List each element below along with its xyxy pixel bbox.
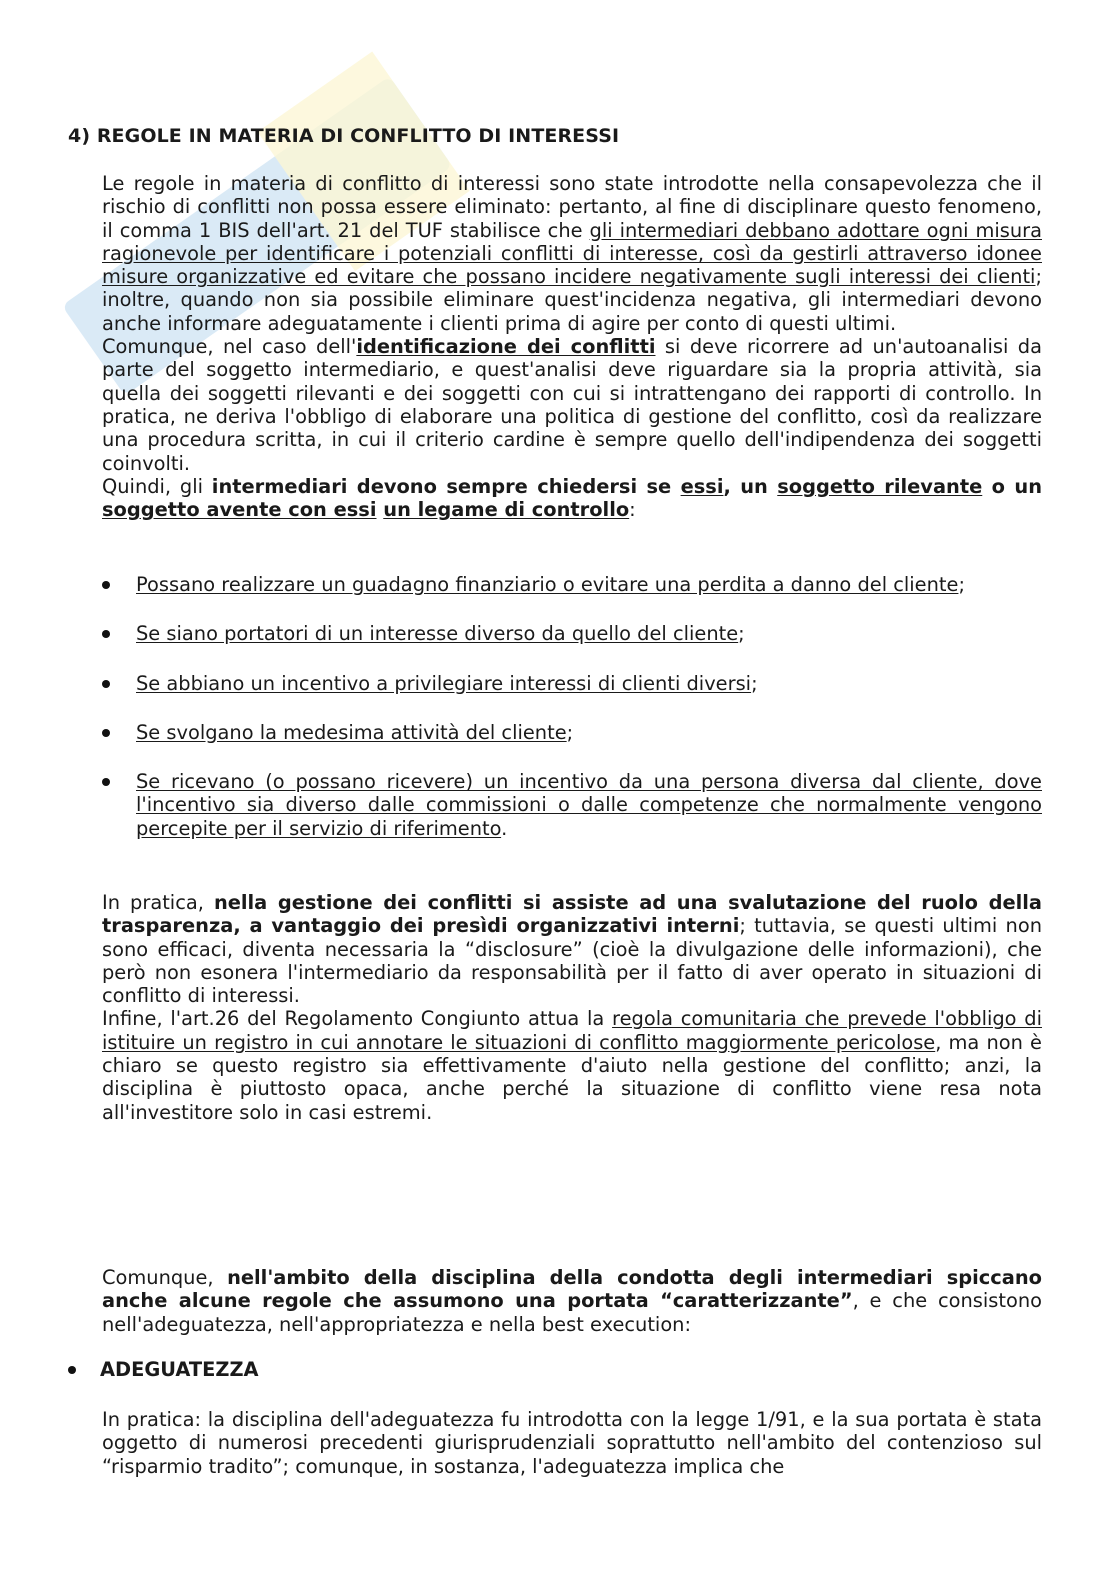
list-item: Se svolgano la medesima attività del cliente; — [102, 721, 1042, 744]
conflict-criteria-list — [102, 573, 1042, 866]
text-block-4 — [102, 1408, 1042, 1478]
list-item: Se ricevano (o possano ricevere) un incentivo da una persona diversa dal cliente, dove l'incentivo sia diverso dalle commissioni o dalle competenze che normalmente vengono percepite per il servizio di riferimento. — [102, 770, 1042, 840]
paragraph-identificazione: Comunque, nel caso dell'identificazione dei conflitti si deve ricorrere ad un'autoanalisi da parte del soggetto intermediario, e quest'analisi deve riguardare sia la propria attività, sia quella dei soggetti rilevanti e dei soggetti con cui si intrattengano dei rapporti di controllo. In pratica, ne deriva l'obbligo di elaborare una politica di gestione del conflitto, così da realizzare una procedura scritta, in cui il criterio cardine è sempre quello dell'indipendenza dei soggetti coinvolti. — [102, 335, 1042, 475]
list-item: Se siano portatori di un interesse diverso da quello del cliente; — [102, 622, 1042, 645]
paragraph-intro: Le regole in materia di conflitto di interessi sono state introdotte nella consapevolezza che il rischio di conflitti non possa essere eliminato: pertanto, al fine di disciplinare questo fenomeno, il comma 1 BIS dell'art. 21 del TUF stabilisce che gli intermediari debbano adottare ogni misura ragionevole per identificare i potenziali conflitti di interesse, così da gestirli attraverso idonee misure organizzative ed evitare che possano incidere negativamente sugli interessi dei clienti; inoltre, quando non sia possibile eliminare quest'incidenza negativa, gli intermediari devono anche informare adeguatamente i clienti prima di agire per conto di questi ultimi. — [102, 172, 1042, 335]
text-block-2 — [102, 891, 1042, 1124]
paragraph-adeguatezza: In pratica: la disciplina dell'adeguatezza fu introdotta con la legge 1/91, e la sua portata è stata oggetto di numerosi precedenti giurisprudenziali soprattutto nell'ambito del contenzioso sul “risparmio tradito”; comunque, in sostanza, l'adeguatezza implica che — [102, 1408, 1042, 1478]
paragraph-regole-caratterizzanti: Comunque, nell'ambito della disciplina della condotta degli intermediari spiccano anche alcune regole che assumono una portata “caratterizzante”, e che consistono nell'adeguatezza, nell'appropriatezza e nella best execution: — [102, 1266, 1042, 1336]
list-item: Se abbiano un incentivo a privilegiare interessi di clienti diversi; — [102, 672, 1042, 695]
paragraph-trasparenza: In pratica, nella gestione dei conflitti si assiste ad una svalutazione del ruolo della trasparenza, a vantaggio dei presìdi organizzativi interni; tuttavia, se questi ultimi non sono efficaci, diventa necessaria la “disclosure” (cioè la divulgazione delle informazioni), che però non esonera l'intermediario da responsabilità per il fatto di aver operato in situazioni di conflitto di interessi. — [102, 891, 1043, 1008]
text-block-1 — [102, 172, 1042, 521]
paragraph-registro: Infine, l'art.26 del Regolamento Congiunto attua la regola comunitaria che prevede l'obbligo di istituire un registro in cui annotare le situazioni di conflitto maggiormente pericolose, ma non è chiaro se questo registro sia effettivamente d'aiuto nella gestione del conflitto; anzi, la disciplina è piuttosto opaca, anche perché la situazione di conflitto viene resa nota all'investitore solo in casi estremi. — [102, 1007, 1042, 1124]
subsection-heading: ADEGUATEZZA — [68, 1358, 259, 1381]
paragraph-quindi: Quindi, gli intermediari devono sempre chiedersi se essi, un soggetto rilevante o un soggetto avente con essi un legame di controllo: — [102, 474, 1042, 522]
section-heading: 4) REGOLE IN MATERIA DI CONFLITTO DI INTERESSI — [68, 125, 620, 147]
list-item: Possano realizzare un guadagno finanziario o evitare una perdita a danno del cliente; — [102, 573, 1042, 596]
text-block-3 — [102, 1266, 1042, 1336]
